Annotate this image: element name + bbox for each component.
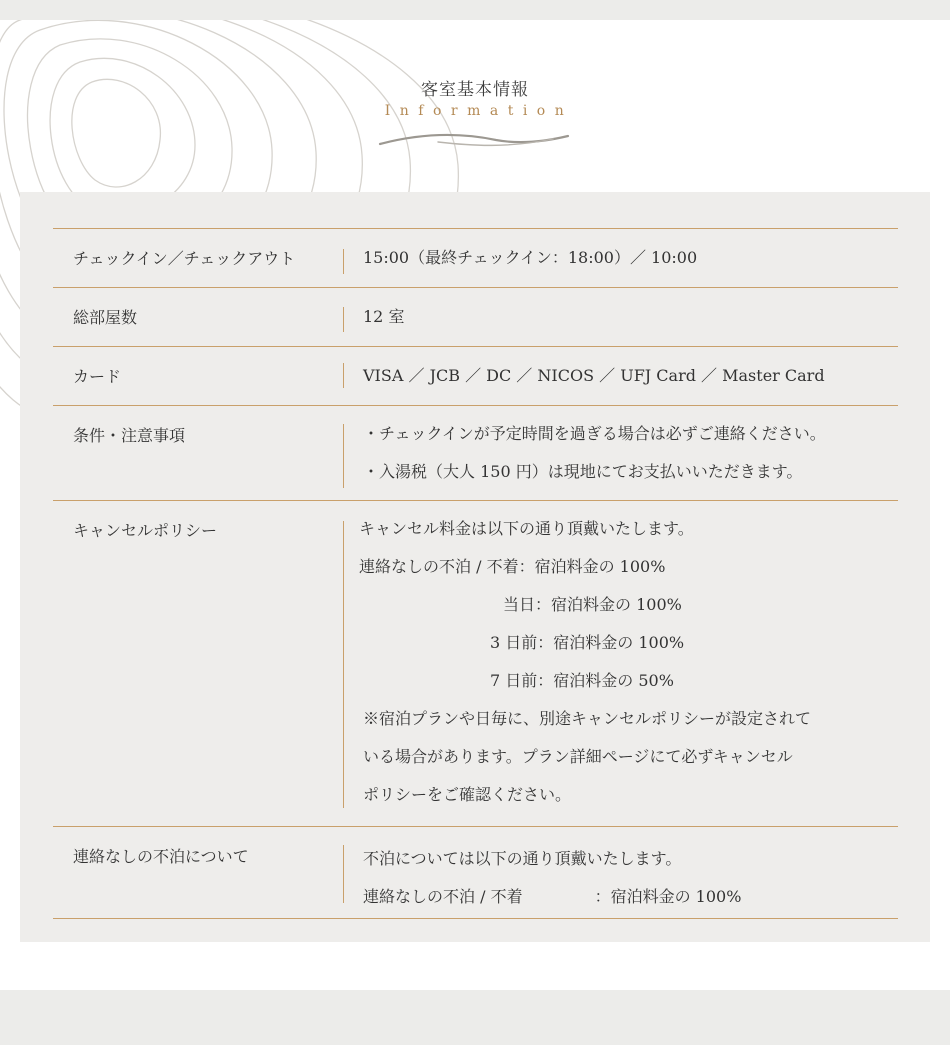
table-row: [53, 406, 898, 501]
info-table: [53, 228, 898, 919]
row-value-checkin: [343, 229, 898, 287]
row-label-checkin: チェックイン／チェックアウト: [73, 249, 296, 268]
value-line: ・チェックインが予定時間を過ぎる場合は必ずご連絡ください。: [363, 424, 826, 443]
section-heading: [0, 75, 950, 119]
value-line: キャンセル料金は以下の通り頂戴いたします。: [359, 519, 694, 538]
row-value-rooms: [343, 288, 898, 346]
top-strip: [0, 0, 950, 20]
value-line: いる場合があります。プラン詳細ページにて必ずキャンセル: [363, 747, 793, 766]
value-line: ポリシーをご確認ください。: [363, 785, 572, 804]
value-line: 12 室: [363, 307, 405, 326]
row-label-cancel-policy: キャンセルポリシー: [73, 521, 218, 540]
value-line: 7 日前：宿泊料金の 50%: [490, 671, 674, 690]
no-show-charge: ：宿泊料金の 100%: [594, 887, 742, 906]
table-row: [53, 288, 898, 347]
row-value-card: [343, 347, 898, 405]
table-row: [53, 501, 898, 827]
row-value-no-show: [343, 827, 898, 918]
value-line: [363, 878, 898, 916]
table-row: [53, 827, 898, 919]
value-line: 当日：宿泊料金の 100%: [503, 595, 682, 614]
no-show-label: 連絡なしの不泊 / 不着: [363, 887, 523, 906]
row-label-card: カード: [73, 367, 122, 386]
value-line: 3 日前：宿泊料金の 100%: [490, 633, 685, 652]
value-line: VISA ／ JCB ／ DC ／ NICOS ／ UFJ Card ／ Master Card: [363, 366, 825, 385]
info-box: [20, 192, 930, 942]
row-label-conditions: 条件・注意事項: [73, 426, 186, 445]
row-label-rooms: 総部屋数: [73, 308, 138, 327]
row-label-no-show: 連絡なしの不泊について: [73, 847, 249, 866]
footer-strip: [0, 990, 950, 1045]
brush-stroke-decoration: [378, 128, 570, 152]
row-value-cancel-policy: [343, 501, 898, 826]
value-line: 連絡なしの不泊 / 不着：宿泊料金の 100%: [359, 557, 666, 576]
value-line: 不泊については以下の通り頂戴いたします。: [363, 849, 682, 868]
table-row: [53, 229, 898, 288]
section-title-en: Information: [384, 103, 574, 119]
value-line: ※宿泊プランや日毎に、別途キャンセルポリシーが設定されて: [363, 709, 812, 728]
value-line: 15:00（最終チェックイン：18:00）／ 10:00: [363, 248, 698, 267]
table-row: [53, 347, 898, 406]
row-value-conditions: [343, 406, 898, 500]
section-title-jp: 客室基本情報: [421, 80, 529, 100]
value-line: ・入湯税（大人 150 円）は現地にてお支払いいただきます。: [363, 462, 803, 481]
